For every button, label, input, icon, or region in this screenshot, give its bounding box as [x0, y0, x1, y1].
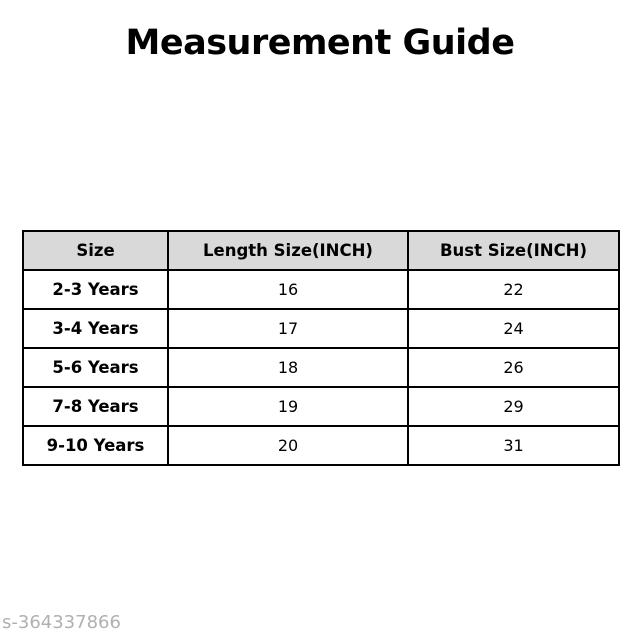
cell-bust: 29 — [408, 387, 619, 426]
column-header-length: Length Size(INCH) — [168, 231, 408, 270]
column-header-bust: Bust Size(INCH) — [408, 231, 619, 270]
table-row — [23, 426, 619, 465]
table-header — [23, 231, 619, 270]
column-header-size: Size — [23, 231, 168, 270]
cell-bust: 31 — [408, 426, 619, 465]
page-title: Measurement Guide — [125, 23, 515, 63]
cell-size: 3-4 Years — [23, 309, 168, 348]
cell-length: 19 — [168, 387, 408, 426]
cell-size: 7-8 Years — [23, 387, 168, 426]
cell-length: 20 — [168, 426, 408, 465]
cell-bust: 22 — [408, 270, 619, 309]
cell-size: 9-10 Years — [23, 426, 168, 465]
cell-length: 16 — [168, 270, 408, 309]
table-header-row — [23, 231, 619, 270]
table-row — [23, 348, 619, 387]
table-body — [23, 270, 619, 465]
size-chart-table — [22, 230, 620, 466]
cell-bust: 26 — [408, 348, 619, 387]
cell-length: 18 — [168, 348, 408, 387]
size-chart-container — [22, 230, 618, 466]
table-row — [23, 387, 619, 426]
cell-bust: 24 — [408, 309, 619, 348]
cell-size: 5-6 Years — [23, 348, 168, 387]
table-row — [23, 309, 619, 348]
cell-size: 2-3 Years — [23, 270, 168, 309]
watermark-text: s-364337866 — [2, 612, 121, 633]
table-row — [23, 270, 619, 309]
cell-length: 17 — [168, 309, 408, 348]
